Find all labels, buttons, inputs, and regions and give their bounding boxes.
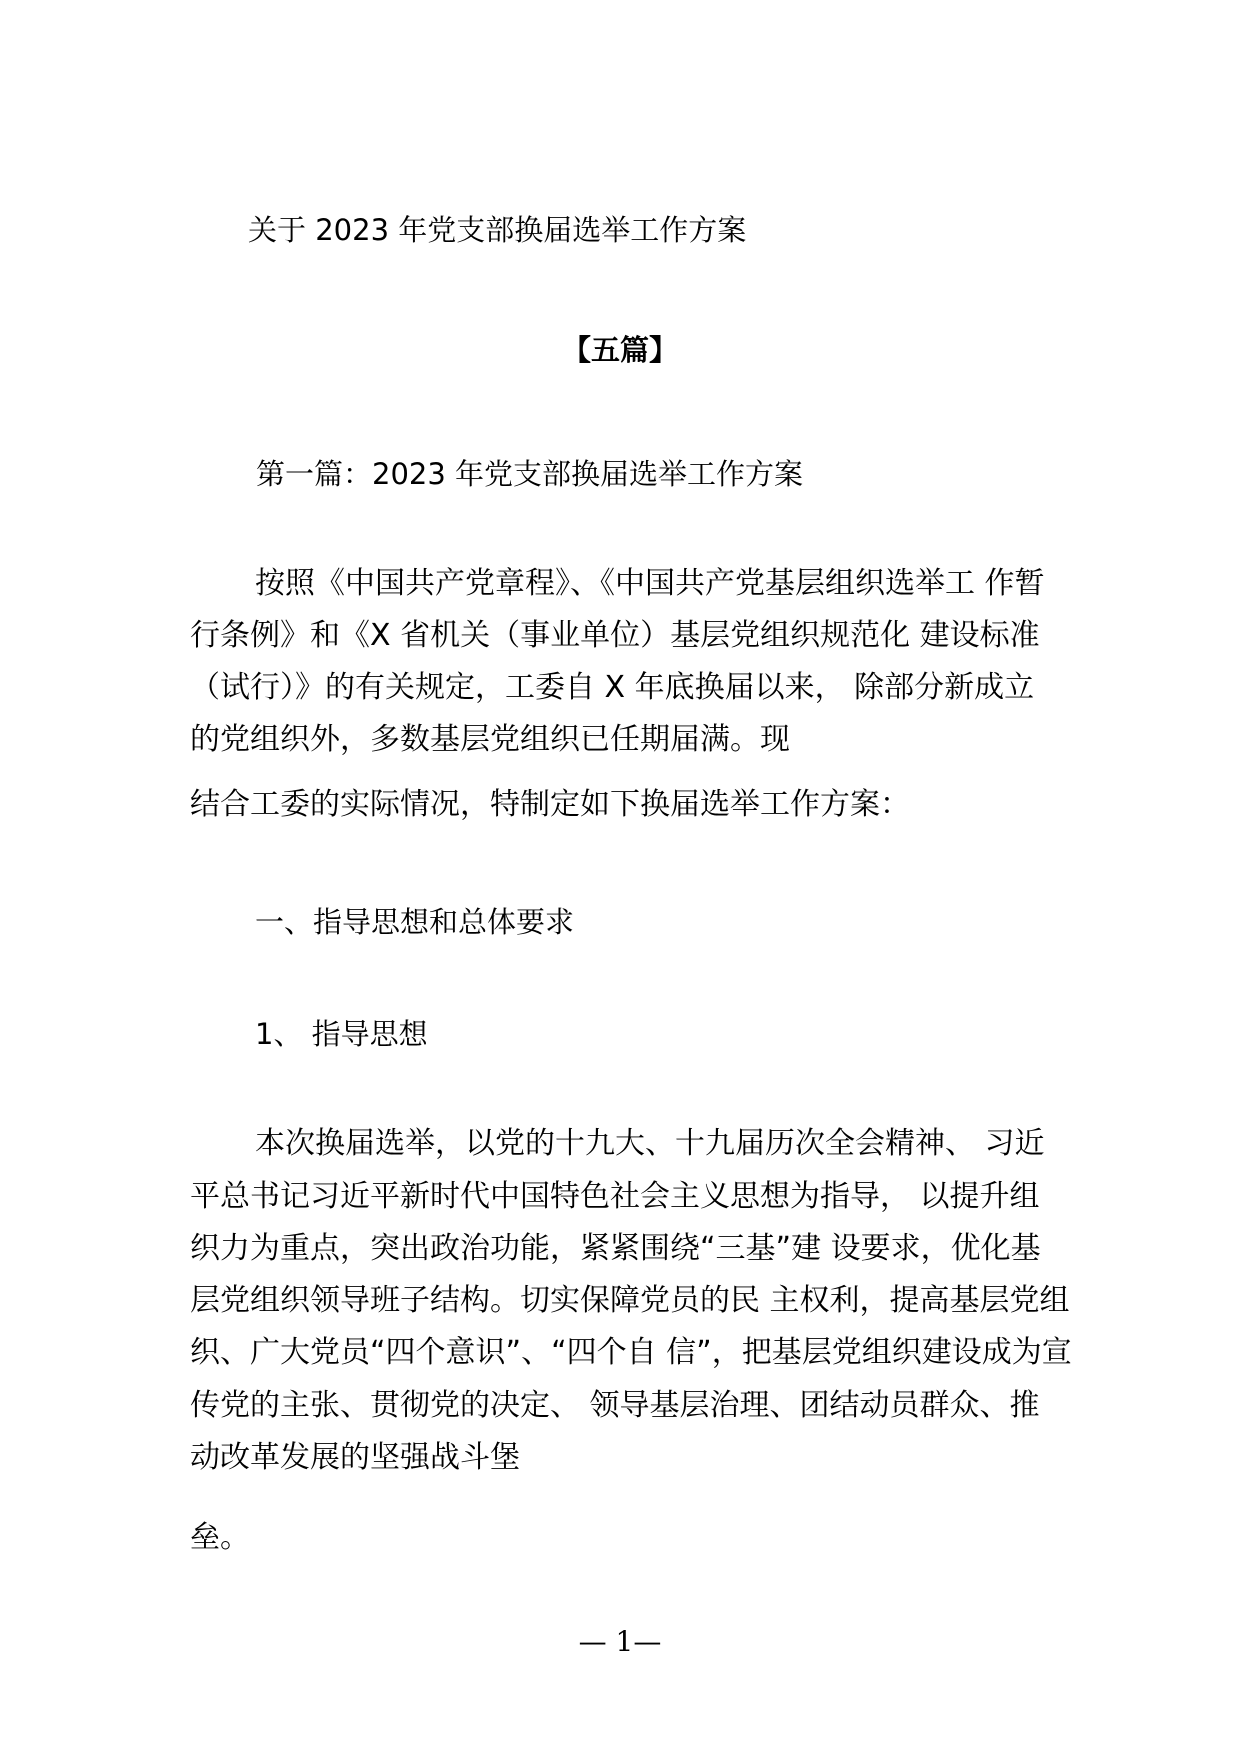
- paragraph-line: 按照《中国共产党章程》、《中国共产党基层组织选举工 作暂: [255, 566, 1045, 601]
- paragraph-line: 织、广大党员“四个意识”、“四个自 信”，把基层党组织建设成为宣: [190, 1335, 1072, 1370]
- paragraph-line: 的党组织外，多数基层党组织已任期届满。现: [190, 722, 790, 757]
- paragraph-line: 动改革发展的坚强战斗堡: [190, 1440, 520, 1475]
- paragraph-line: 传党的主张、贯彻党的决定、 领导基层治理、团结动员群众、推: [190, 1388, 1040, 1423]
- page-number: — 1—: [578, 1625, 662, 1658]
- part-heading-separator: ：: [343, 457, 373, 491]
- part-heading-label: 第一篇: [256, 457, 344, 491]
- part-heading-text: 2023 年党支部换届选举工作方案: [372, 457, 804, 491]
- paragraph-line: 垒。: [190, 1520, 250, 1555]
- paragraph-line: （试行）》的有关规定，工委自 X 年底换届以来， 除部分新成立: [190, 670, 1035, 705]
- paragraph-line: 层党组织领导班子结构。切实保障党员的民 主权利，提高基层党组: [190, 1283, 1070, 1318]
- part-heading: [256, 454, 803, 494]
- paragraph-line: 行条例》和《X 省机关（事业单位）基层党组织规范化 建设标准: [190, 618, 1040, 653]
- paragraph-line: 平总书记习近平新时代中国特色社会主义思想为指导， 以提升组: [190, 1179, 1040, 1214]
- paragraph-line: 织力为重点，突出政治功能，紧紧围绕“三基”建 设要求，优化基: [190, 1231, 1041, 1266]
- subsection-heading: 1、 指导思想: [255, 1017, 428, 1051]
- paragraph-line: 结合工委的实际情况，特制定如下换届选举工作方案：: [190, 787, 910, 822]
- document-title: 关于 2023 年党支部换届选举工作方案: [248, 213, 747, 247]
- document-subtitle: 【五篇】: [561, 333, 678, 367]
- section-heading: 一、指导思想和总体要求: [255, 905, 575, 939]
- paragraph-line: 本次换届选举，以党的十九大、十九届历次全会精神、 习近: [255, 1126, 1045, 1161]
